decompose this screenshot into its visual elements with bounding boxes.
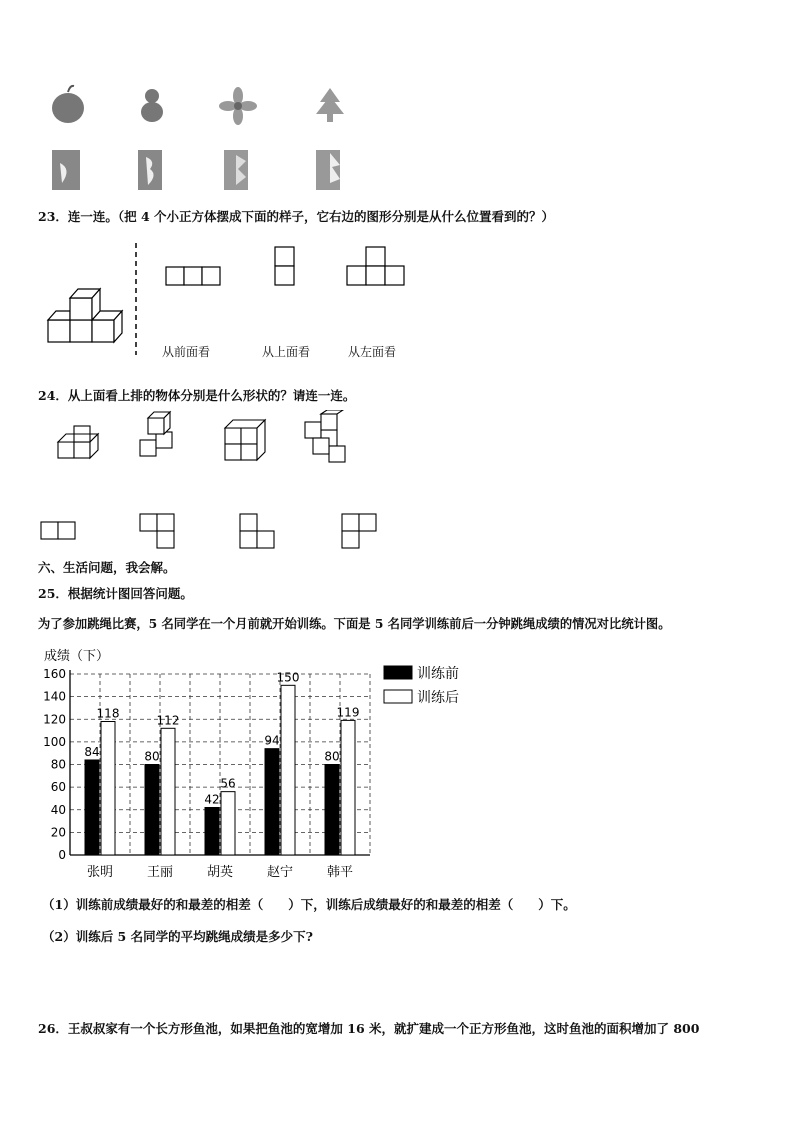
legend-label: 训练后 — [417, 690, 459, 706]
data-label: 42 — [204, 792, 220, 807]
y-tick-label: 20 — [50, 825, 66, 840]
bar-after — [101, 722, 115, 855]
question-26-text: 26．王叔叔家有一个长方形鱼池，如果把鱼池的宽增加 16 米，就扩建成一个正方形鱼池，这时鱼池的面积增加了 800 — [38, 1021, 700, 1036]
y-tick-label: 140 — [43, 689, 66, 704]
bar-before — [205, 807, 219, 855]
bar-before — [265, 749, 279, 855]
shape-pictures-top-row — [40, 80, 360, 130]
y-tick-label: 80 — [50, 757, 66, 772]
section-6-heading: 六、生活问题，我会解。 — [38, 560, 176, 575]
y-tick-label: 60 — [50, 780, 66, 795]
question-25-sub-1: （1）训练前成绩最好的和最差的相差（ ）下，训练后成绩最好的和最差的相差（ ）下。 — [42, 897, 576, 912]
gourd-picture-icon — [141, 89, 163, 122]
bar-after — [281, 685, 295, 855]
y-tick-label: 160 — [43, 667, 66, 681]
view-shape-two-stacked — [274, 246, 296, 288]
apple-picture-icon — [52, 86, 84, 123]
data-label: 80 — [144, 749, 160, 764]
flower-half-picture-icon — [224, 150, 248, 190]
bar-before — [145, 765, 159, 856]
view-label-left: 从左面看 — [348, 345, 397, 359]
data-label: 56 — [220, 776, 236, 791]
q24-top-view-shapes — [40, 512, 380, 552]
y-tick-label: 100 — [43, 734, 66, 749]
question-25-intro: 为了参加跳绳比赛，5 名同学在一个月前就开始训练。下面是 5 名同学训练前后一分钟跳绳成绩的情况对比统计图。 — [38, 616, 671, 631]
data-label: 119 — [336, 705, 360, 720]
tree-half-picture-icon — [316, 150, 340, 190]
cube-stack-figure — [40, 245, 140, 350]
bar-after — [341, 720, 355, 855]
shape-pictures-bottom-row — [40, 145, 360, 195]
question-24-text: 24．从上面看上排的物体分别是什么形状的？请连一连。 — [38, 388, 356, 403]
legend-swatch — [384, 690, 412, 703]
x-tick-label: 王丽 — [146, 865, 174, 880]
bar-before — [325, 765, 339, 856]
question-25-sub-2: （2）训练后 5 名同学的平均跳绳成绩是多少下? — [42, 929, 313, 944]
question-25-text: 25．根据统计图回答问题。 — [38, 586, 193, 601]
view-label-front: 从前面看 — [162, 345, 211, 359]
legend-swatch — [384, 666, 412, 679]
question-23-text: 23．连一连。（把 4 个小正方体摆成下面的样子，它右边的图形分别是从什么位置看到的？） — [38, 209, 555, 224]
data-label: 118 — [96, 706, 120, 721]
data-label: 80 — [324, 749, 340, 764]
x-tick-label: 韩平 — [326, 865, 354, 880]
legend-label: 训练前 — [417, 666, 459, 682]
y-tick-label: 120 — [43, 712, 66, 727]
x-tick-label: 赵宁 — [266, 865, 294, 880]
q24-solid-figures — [50, 410, 370, 470]
bar-after — [221, 792, 235, 855]
gourd-half-picture-icon — [138, 150, 162, 190]
bar-before — [85, 760, 99, 855]
bar-after — [161, 728, 175, 855]
tree-picture-icon — [316, 88, 344, 122]
data-label: 150 — [276, 670, 300, 685]
y-tick-label: 0 — [58, 848, 66, 862]
dashed-divider — [133, 243, 139, 355]
flower-picture-icon — [219, 87, 257, 125]
data-label: 94 — [264, 733, 280, 748]
view-shape-t-shape — [346, 246, 406, 288]
x-tick-label: 张明 — [86, 865, 114, 880]
training-comparison-bar-chart — [40, 640, 480, 885]
view-shape-three-in-row — [165, 266, 223, 288]
x-tick-label: 胡英 — [206, 865, 234, 880]
y-axis-label: 成绩（下） — [44, 649, 110, 664]
y-tick-label: 40 — [50, 802, 66, 817]
data-label: 112 — [156, 713, 180, 728]
view-label-top: 从上面看 — [262, 345, 311, 359]
data-label: 84 — [84, 744, 100, 759]
apple-half-picture-icon — [52, 150, 80, 190]
